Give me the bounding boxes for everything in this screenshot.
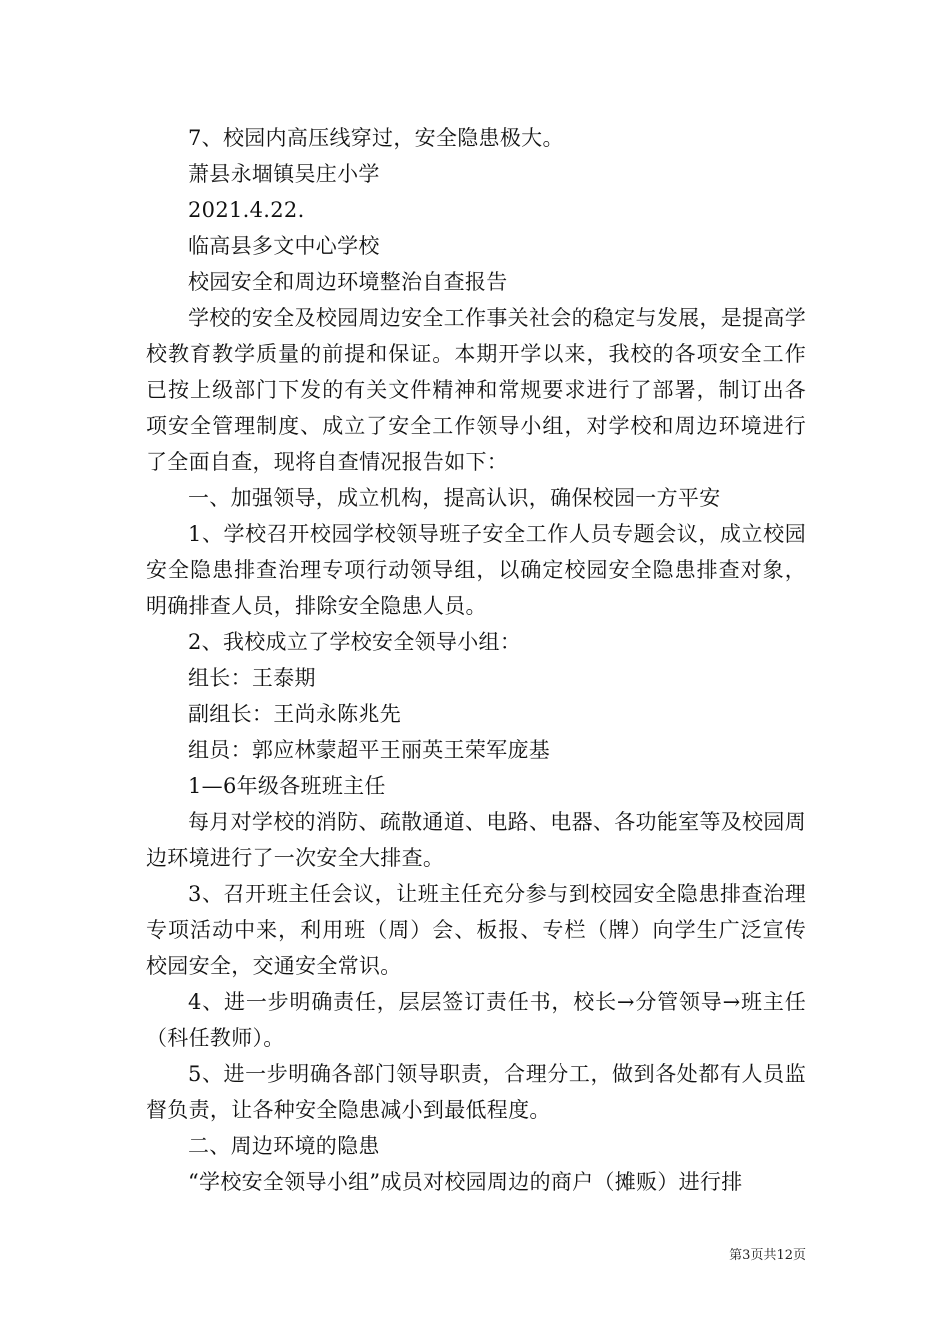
school-name-signature: 萧县永堌镇吴庄小学 xyxy=(188,162,380,186)
monthly-inspection-paragraph: 每月对学校的消防、疏散通道、电路、电器、各功能室等及校园周边环境进行了一次安全大排查。 xyxy=(146,810,806,870)
school-name-heading: 临高县多文中心学校 xyxy=(188,234,380,258)
section-heading-1: 一、加强领导，成立机构，提高认识，确保校园一方平安 xyxy=(188,486,721,510)
intro-paragraph: 学校的安全及校园周边安全工作事关社会的稳定与发展，是提高学校教育教学质量的前提和保证。本期开学以来，我校的各项安全工作已按上级部门下发的有关文件精神和常规要求进行了部署，制订出各项安全管理制度、成立了安全工作领导小组，对学校和周边环境进行了全面自查，现将自查情况报告如下： xyxy=(146,306,806,474)
members-line: 组员：郭应林蒙超平王丽英王荣军庞基 xyxy=(188,738,551,762)
surroundings-paragraph: “学校安全领导小组”成员对校园周边的商户（摊贩）进行排 xyxy=(188,1170,743,1194)
deputy-leader-line: 副组长：王尚永陈兆先 xyxy=(188,702,401,726)
page-number-footer: 第3页共12页 xyxy=(729,1248,806,1263)
paragraph-point-3: 3、召开班主任会议，让班主任充分参与到校园安全隐患排查治理专项活动中来，利用班（周）会、板报、专栏（牌）向学生广泛宣传校园安全，交通安全常识。 xyxy=(146,882,806,978)
paragraph-point-4: 4、进一步明确责任，层层签订责任书，校长→分管领导→班主任（科任教师）。 xyxy=(146,990,806,1050)
report-title: 校园安全和周边环境整治自查报告 xyxy=(188,270,508,294)
report-date: 2021.4.22. xyxy=(188,198,305,222)
paragraph-point-1: 1、学校召开校园学校领导班子安全工作人员专题会议，成立校园安全隐患排查治理专项行动领导组，以确定校园安全隐患排查对象，明确排查人员，排除安全隐患人员。 xyxy=(146,522,806,618)
section-heading-2: 二、周边环境的隐患 xyxy=(188,1134,380,1158)
paragraph-point-2: 2、我校成立了学校安全领导小组： xyxy=(188,630,522,654)
document-body xyxy=(146,120,806,1200)
class-teachers-line: 1—6年级各班班主任 xyxy=(188,774,386,798)
paragraph-item-7: 7、校园内高压线穿过，安全隐患极大。 xyxy=(188,126,564,150)
group-leader-line: 组长：王泰期 xyxy=(188,666,316,690)
paragraph-point-5: 5、进一步明确各部门领导职责，合理分工，做到各处都有人员监督负责，让各种安全隐患减小到最低程度。 xyxy=(146,1062,806,1122)
